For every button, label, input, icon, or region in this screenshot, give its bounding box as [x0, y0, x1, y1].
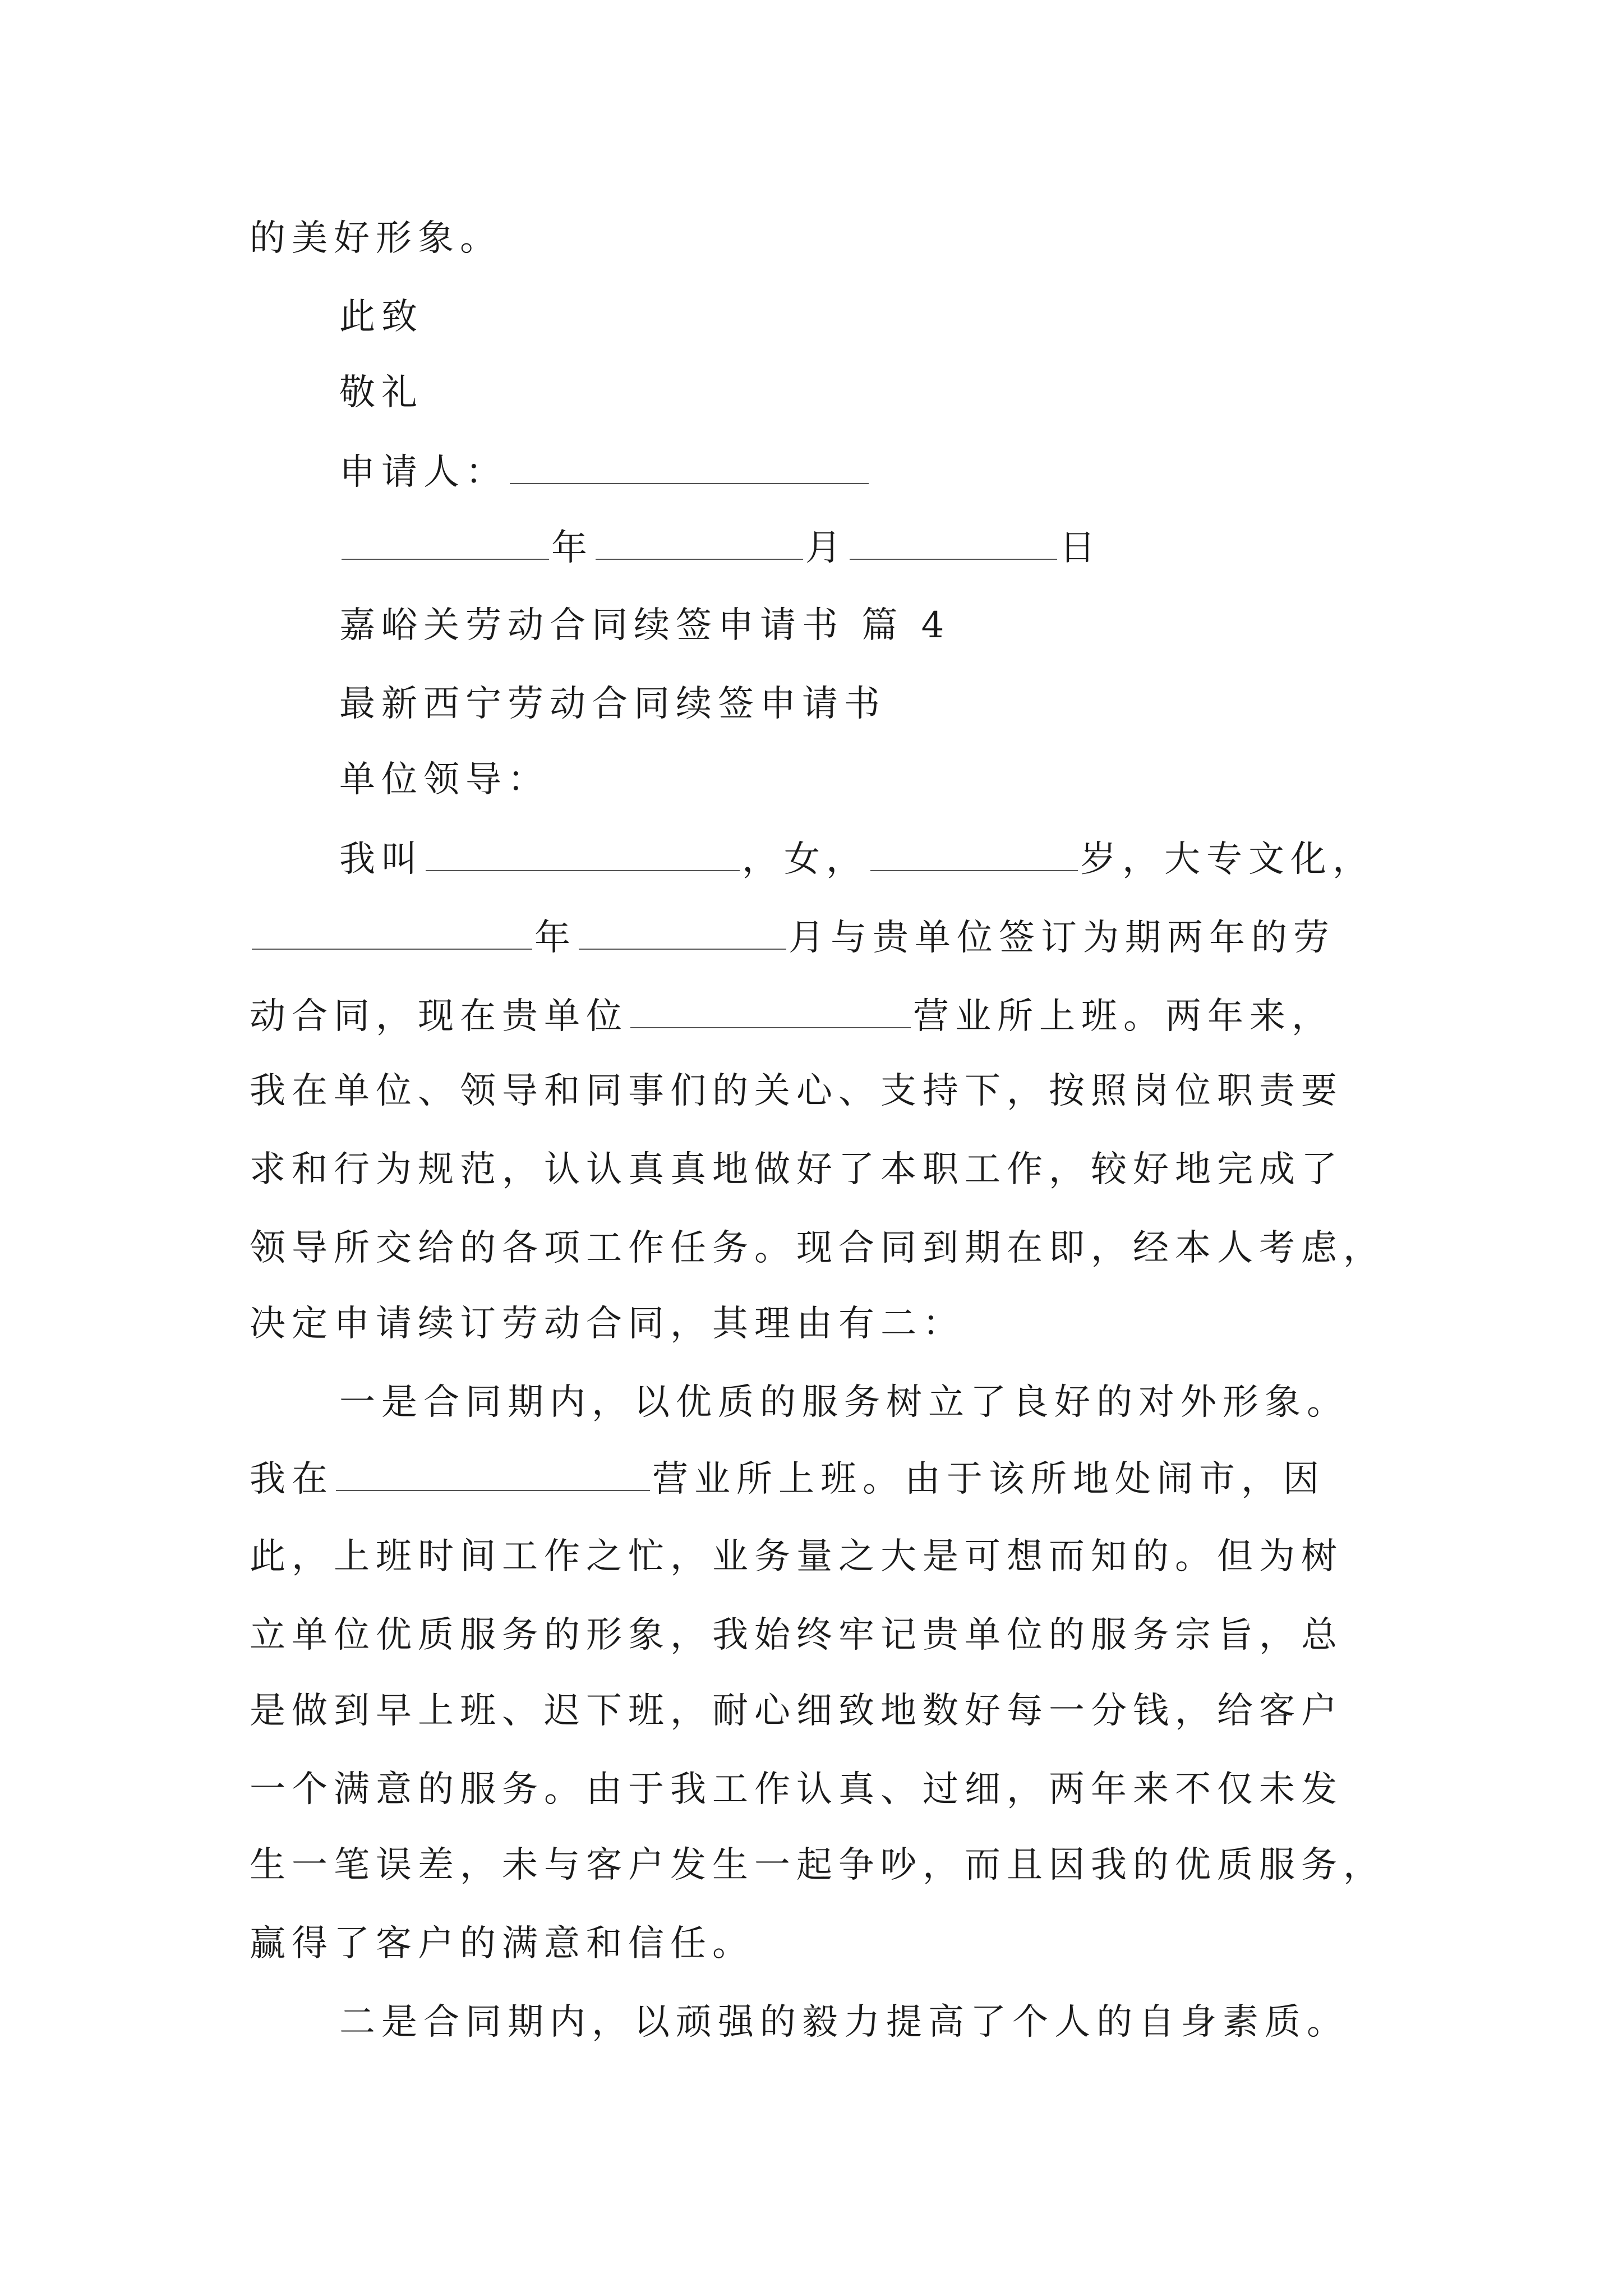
paragraph-text: 生一笔误差，未与客户发生一起争吵，而且因我的优质服务， [250, 1844, 1385, 1886]
text-line [250, 990, 1334, 1042]
paragraph-text: 此，上班时间工作之忙，业务量之大是可想而知的。但为树 [250, 1536, 1343, 1577]
branch-blank [630, 990, 911, 1028]
text-line [250, 1531, 1343, 1582]
text-line [250, 1144, 1343, 1195]
text-line [250, 213, 502, 264]
text-line [250, 1066, 1343, 1116]
paragraph-text: 赢得了客户的满意和信任。 [250, 1923, 754, 1964]
text-line [250, 1223, 1385, 1273]
paragraph-text: ，女， [742, 839, 868, 880]
closing-salutation [339, 292, 423, 342]
paragraph-text: 的美好形象。 [250, 218, 502, 259]
contract-year-blank [252, 912, 532, 950]
text-line [250, 912, 1335, 963]
paragraph-text: 二是合同期内，以顽强的毅力提高了个人的自身素质。 [339, 2001, 1349, 2043]
text-line [250, 1686, 1343, 1736]
paragraph-text: 求和行为规范，认认真真地做好了本职工作，较好地完成了 [250, 1149, 1343, 1190]
paragraph-text: 动合同，现在贵单位 [250, 996, 628, 1037]
paragraph-text: 一是合同期内，以优质的服务树立了良好的对外形象。 [339, 1382, 1349, 1423]
applicant-blank [510, 446, 869, 484]
text-line [250, 1764, 1343, 1815]
day-label: 日 [1059, 527, 1101, 569]
paragraph-text: 营业所上班。两年来， [913, 996, 1334, 1037]
contract-month-blank [579, 912, 786, 950]
addressee-text: 单位领导： [339, 759, 550, 800]
text-line [250, 1299, 965, 1349]
document-title-text: 最新西宁劳动合同续签申请书 [339, 683, 886, 725]
year-label: 年 [551, 527, 593, 569]
text-line [339, 833, 1375, 885]
branch-blank [336, 1453, 650, 1491]
paragraph-text: 一个满意的服务。由于我工作认真、过细，两年来不仅未发 [250, 1769, 1343, 1810]
paragraph-text: 营业所上班。由于该所地处闹市，因 [652, 1458, 1325, 1500]
paragraph-text: 领导所交给的各项工作任务。现合同到期在即，经本人考虑， [250, 1227, 1385, 1269]
salutation-text: 此致 [339, 296, 423, 338]
addressee [339, 754, 550, 805]
day-blank [850, 522, 1057, 560]
section-heading [339, 600, 950, 651]
section-heading-text: 嘉峪关劳动合同续签申请书 篇 4 [339, 605, 951, 646]
paragraph-text: 年 [534, 917, 577, 959]
paragraph-text: 岁，大专文化， [1080, 839, 1375, 880]
month-blank [596, 522, 803, 560]
text-line [250, 1610, 1343, 1660]
paragraph-text: 立单位优质服务的形象，我始终牢记贵单位的服务宗旨，总 [250, 1614, 1343, 1656]
paragraph-text: 是做到早上班、迟下班，耐心细致地数好每一分钱，给客户 [250, 1690, 1343, 1732]
text-line [250, 1918, 754, 1969]
age-blank [870, 833, 1078, 871]
regards-text: 敬礼 [339, 372, 423, 413]
applicant-line [339, 446, 871, 498]
closing-regards [339, 367, 423, 418]
paragraph-text: 我在单位、领导和同事们的关心、支持下，按照岗位职责要 [250, 1070, 1343, 1112]
document-title [339, 679, 886, 729]
year-blank [342, 522, 549, 560]
text-line [250, 1453, 1325, 1504]
month-label: 月 [805, 527, 847, 569]
text-line [250, 1840, 1385, 1890]
text-line [339, 1377, 1349, 1428]
applicant-label: 申请人： [339, 452, 508, 493]
paragraph-text: 决定申请续订劳动合同，其理由有二： [250, 1303, 965, 1345]
text-line [339, 1997, 1349, 2047]
paragraph-text: 我叫 [339, 839, 423, 880]
paragraph-text: 月与贵单位签订为期两年的劳 [789, 917, 1335, 959]
name-blank [426, 833, 740, 871]
paragraph-text: 我在 [250, 1458, 334, 1500]
date-line [339, 522, 1101, 573]
